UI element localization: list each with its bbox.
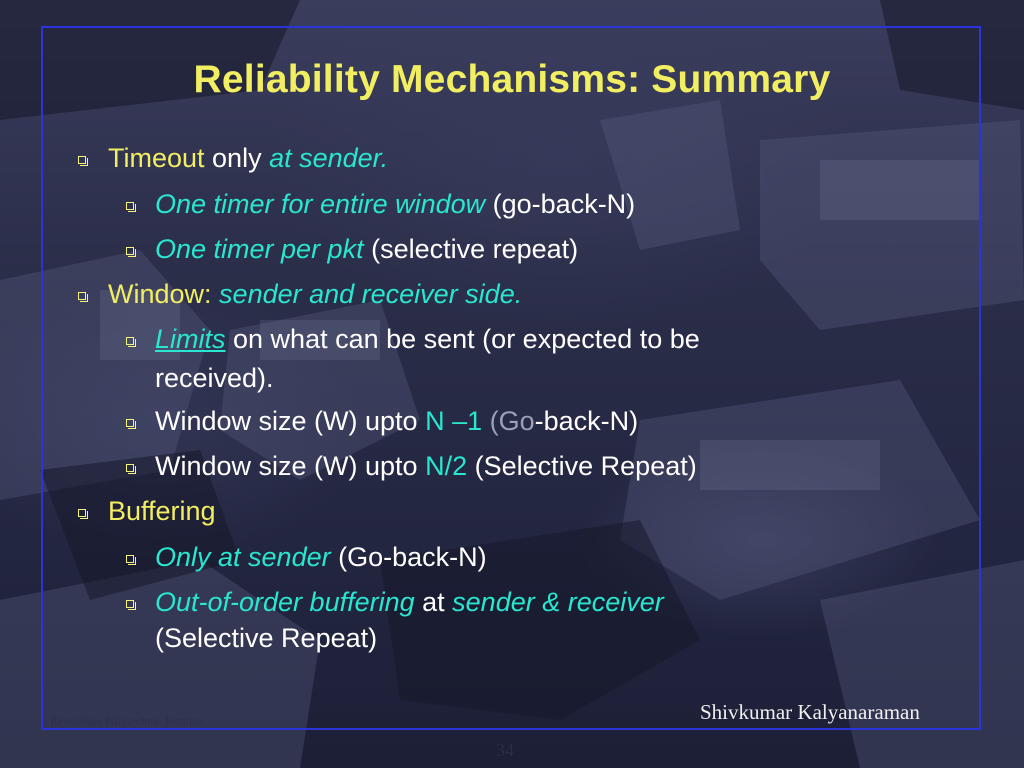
sub-bullet-box-icon [126,600,134,608]
sub-bullet-box-icon [126,464,134,472]
sub-bullet-one-timer-window: One timer for entire window (go-back-N) [155,189,636,219]
sub-bullet-box-icon [126,419,134,427]
sub-bullet-window-gbn: Window size (W) upto N –1 (Go-back-N) [155,406,639,436]
sub-bullet-limits-continued: received). [155,363,274,393]
bullet-buffering: Buffering [108,496,216,526]
sub-bullet-box-icon [126,202,134,210]
sub-bullet-box-icon [126,555,134,563]
page-number: 34 [496,740,514,760]
sub-bullet-box-icon [126,337,134,345]
sub-bullet-out-of-order: Out-of-order buffering at sender & receiver [155,587,664,617]
sub-bullet-window-sr: Window size (W) upto N/2 (Selective Repeat) [155,451,697,481]
slide-title: Reliability Mechanisms: Summary [193,58,831,101]
bullet-box-icon [78,509,86,517]
sub-bullet-one-timer-pkt: One timer per pkt (selective repeat) [155,234,579,264]
bullet-box-icon [78,156,86,164]
footer-author: Shivkumar Kalyanaraman [700,700,920,724]
sub-bullet-only-sender: Only at sender (Go-back-N) [155,542,487,572]
bullet-box-icon [78,292,86,300]
footer-institute: Rensselaer Polytechnic Institute [50,714,204,728]
sub-bullet-box-icon [126,247,134,255]
sub-bullet-out-of-order-continued: (Selective Repeat) [155,623,378,653]
bullet-timeout: Timeout only at sender. [108,143,389,173]
sub-bullet-limits: Limits on what can be sent (or expected to be [155,324,700,354]
bullet-window: Window: sender and receiver side. [108,279,523,309]
